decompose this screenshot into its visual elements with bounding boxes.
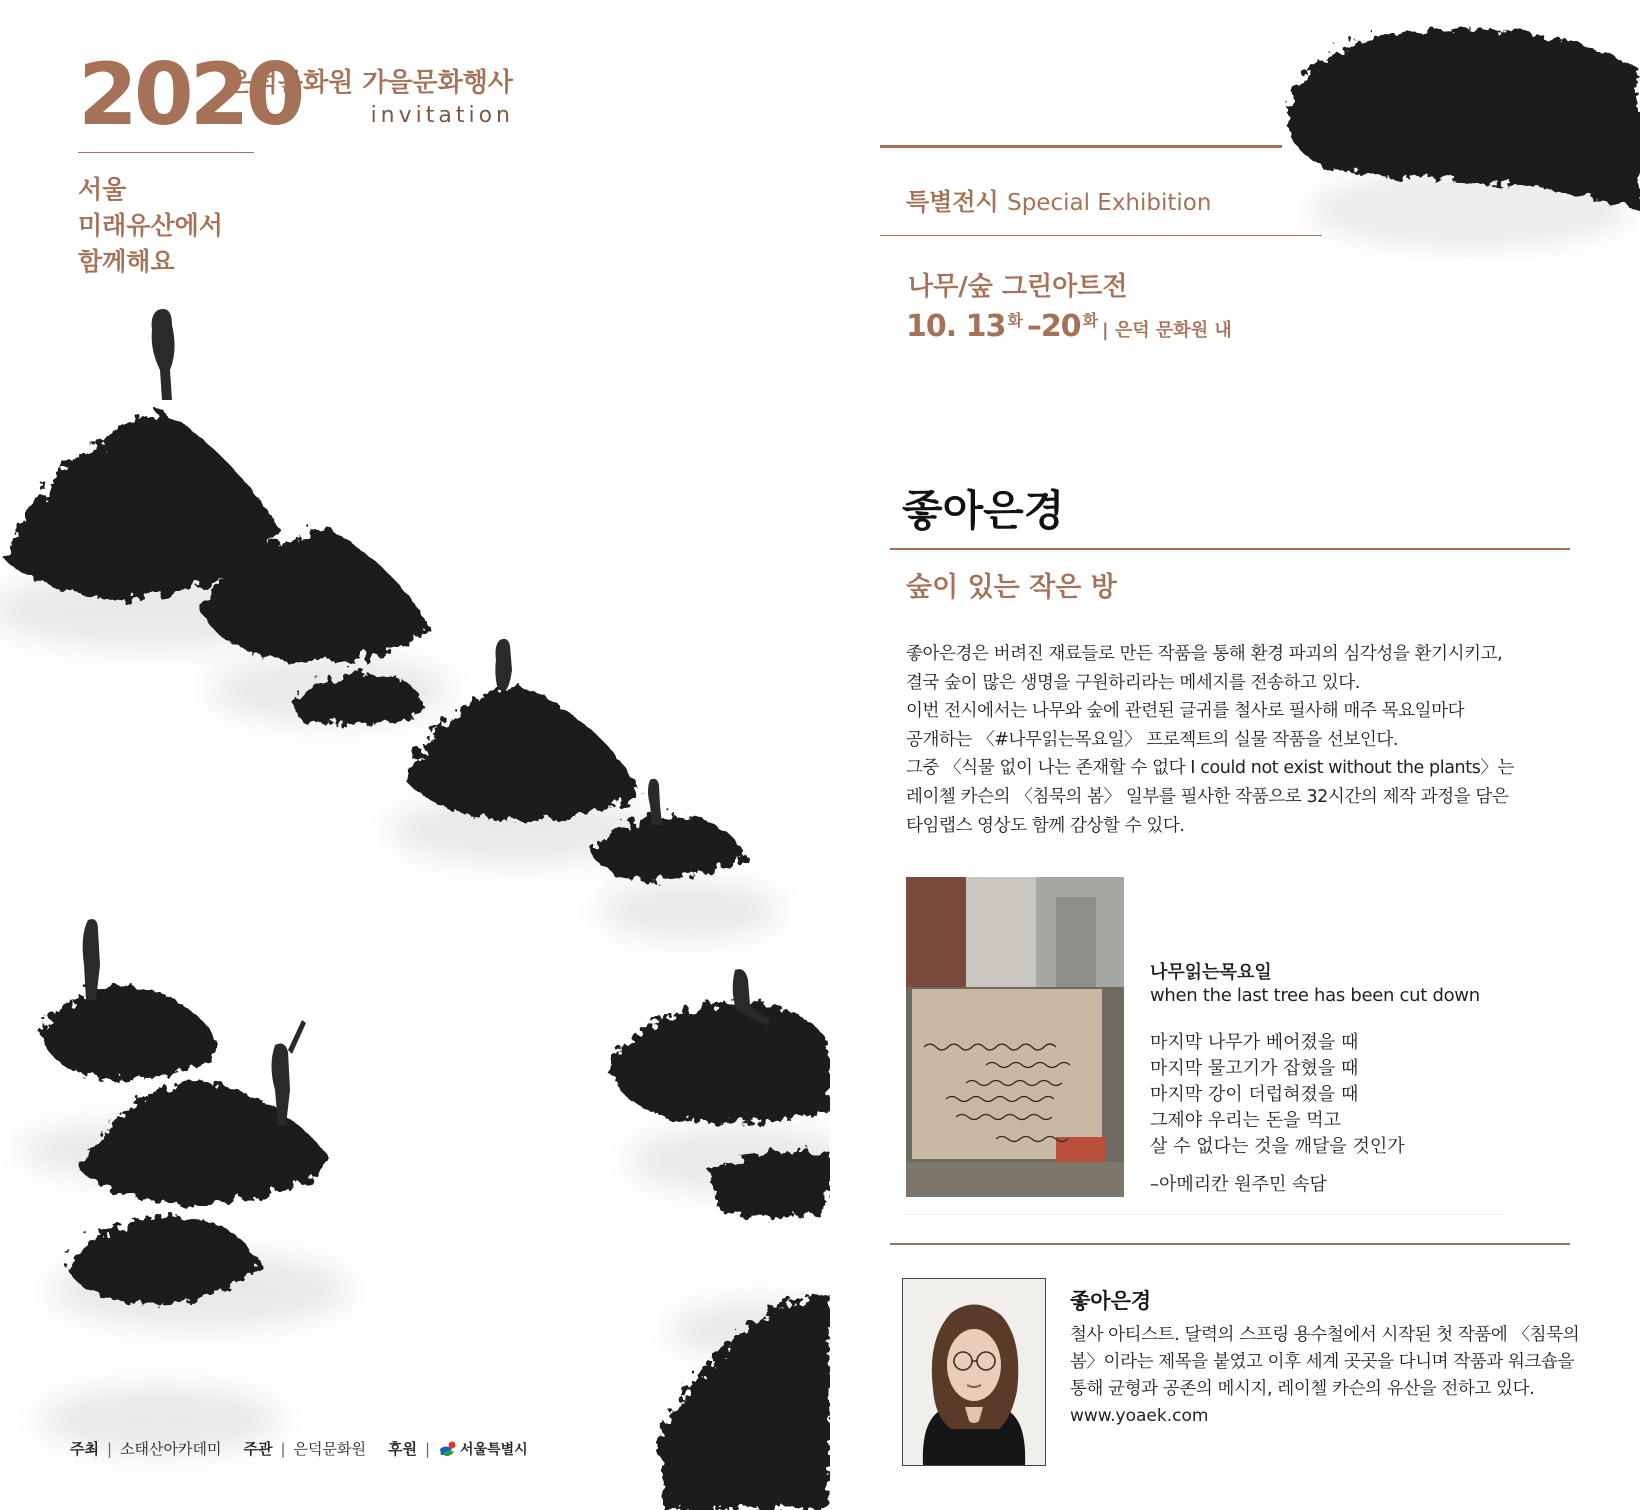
artwork-photo (906, 877, 1124, 1197)
credits-line (70, 1438, 528, 1459)
year-divider (78, 152, 254, 153)
section-heading (906, 182, 1211, 217)
organizer-label: 주관 (243, 1440, 273, 1458)
poem-line: 마지막 나무가 베어졌을 때 (1150, 1032, 1359, 1053)
section-heading-ko: 특별전시 (906, 188, 999, 216)
ink-mountains-illustration (0, 290, 830, 1510)
organizer-name: 은덕문화원 (293, 1440, 366, 1458)
right-page (830, 0, 1640, 1510)
section-rule-top (880, 145, 1282, 148)
poem-subtitle: when the last tree has been cut down (1150, 985, 1480, 1006)
description-line: 그중 〈식물 없이 나는 존재할 수 없다 I could not exist without the plants〉는 (906, 758, 1515, 779)
date-start: 10. 13 (906, 309, 1006, 344)
description-line: 공개하는 〈#나무읽는목요일〉 프로젝트의 실물 작품을 선보인다. (906, 729, 1399, 750)
poem-line: 그제야 우리는 돈을 먹고 (1150, 1110, 1342, 1131)
invitation-label: invitation (370, 103, 514, 128)
event-title: 은덕문화원 가을문화행사 (227, 68, 513, 98)
date-dash: – (1026, 309, 1041, 344)
slogan-line: 서울 (78, 175, 127, 204)
host-name: 소태산아카데미 (120, 1440, 222, 1458)
bio-rule (890, 1243, 1570, 1245)
description-line: 좋아은경은 버려진 재료들로 만든 작품을 통해 환경 파괴의 심각성을 환기시키고, (906, 644, 1503, 664)
description-line: 결국 숲이 많은 생명을 구원하리라는 메세지를 전송하고 있다. (906, 672, 1360, 693)
artist-name-heading: 좋아은경 (902, 486, 1065, 535)
poem-title: 나무읽는목요일 (1150, 962, 1272, 983)
poem-line: 살 수 없다는 것을 깨달을 것인가 (1150, 1136, 1405, 1157)
artwork-description (906, 640, 1556, 840)
bio-line: 봄〉이라는 제목을 붙였고 이후 세계 곳곳을 다니며 작품과 워크숍을 (1070, 1352, 1575, 1372)
faint-divider (906, 1214, 1506, 1215)
poem-line: 마지막 물고기가 잡혔을 때 (1150, 1058, 1359, 1079)
poem (1150, 1030, 1405, 1160)
ink-cloud-illustration (1270, 10, 1640, 260)
seoul-emblem-icon (438, 1440, 458, 1458)
sponsor-label: 후원 (387, 1440, 417, 1458)
separator: | (424, 1439, 431, 1458)
bio-line: 철사 아티스트. 달력의 스프링 용수철에서 시작된 첫 작품에 〈침묵의 (1070, 1325, 1580, 1345)
seoul-city-logo (438, 1439, 528, 1459)
date-start-day: 화 (1007, 311, 1023, 330)
exhibition-date (906, 308, 1232, 344)
date-end: 20 (1040, 309, 1081, 344)
bio-name: 좋아은경 (1070, 1289, 1152, 1313)
description-line: 타임랩스 영상도 함께 감상할 수 있다. (906, 815, 1185, 836)
artist-portrait (902, 1278, 1046, 1466)
work-title: 숲이 있는 작은 방 (906, 572, 1117, 603)
artist-bio (1070, 1322, 1579, 1403)
section-rule-bottom (880, 235, 1322, 236)
description-line: 이번 전시에서는 나무와 숲에 관련된 글귀를 철사로 필사해 매주 목요일마다 (906, 701, 1465, 722)
exhibition-title: 나무/숲 그린아트전 (908, 272, 1128, 302)
bio-line: 통해 균형과 공존의 메시지, 레이첼 카슨의 유산을 전하고 있다. (1070, 1379, 1535, 1399)
description-line: 레이첼 카슨의 〈침묵의 봄〉 일부를 필사한 작품으로 32시간의 제작 과정을 담은 (906, 786, 1509, 807)
artist-rule (890, 548, 1570, 550)
exhibition-location: | 은덕 문화원 내 (1102, 320, 1232, 341)
separator: | (106, 1439, 113, 1458)
poem-source: –아메리칸 원주민 속담 (1150, 1174, 1327, 1195)
slogan-line: 함께해요 (78, 247, 175, 276)
year-heading: 2020 (78, 45, 302, 145)
sponsor-name: 서울특별시 (460, 1441, 528, 1458)
date-end-day: 화 (1082, 311, 1099, 330)
host-label: 주최 (70, 1440, 99, 1458)
poem-line: 마지막 강이 더럽혀졌을 때 (1150, 1084, 1359, 1105)
slogan-line: 미래유산에서 (78, 211, 223, 240)
artist-website-link[interactable]: www.yoaek.com (1070, 1406, 1209, 1426)
slogan (78, 172, 223, 280)
separator: | (280, 1439, 286, 1458)
section-heading-en: Special Exhibition (1007, 190, 1212, 216)
